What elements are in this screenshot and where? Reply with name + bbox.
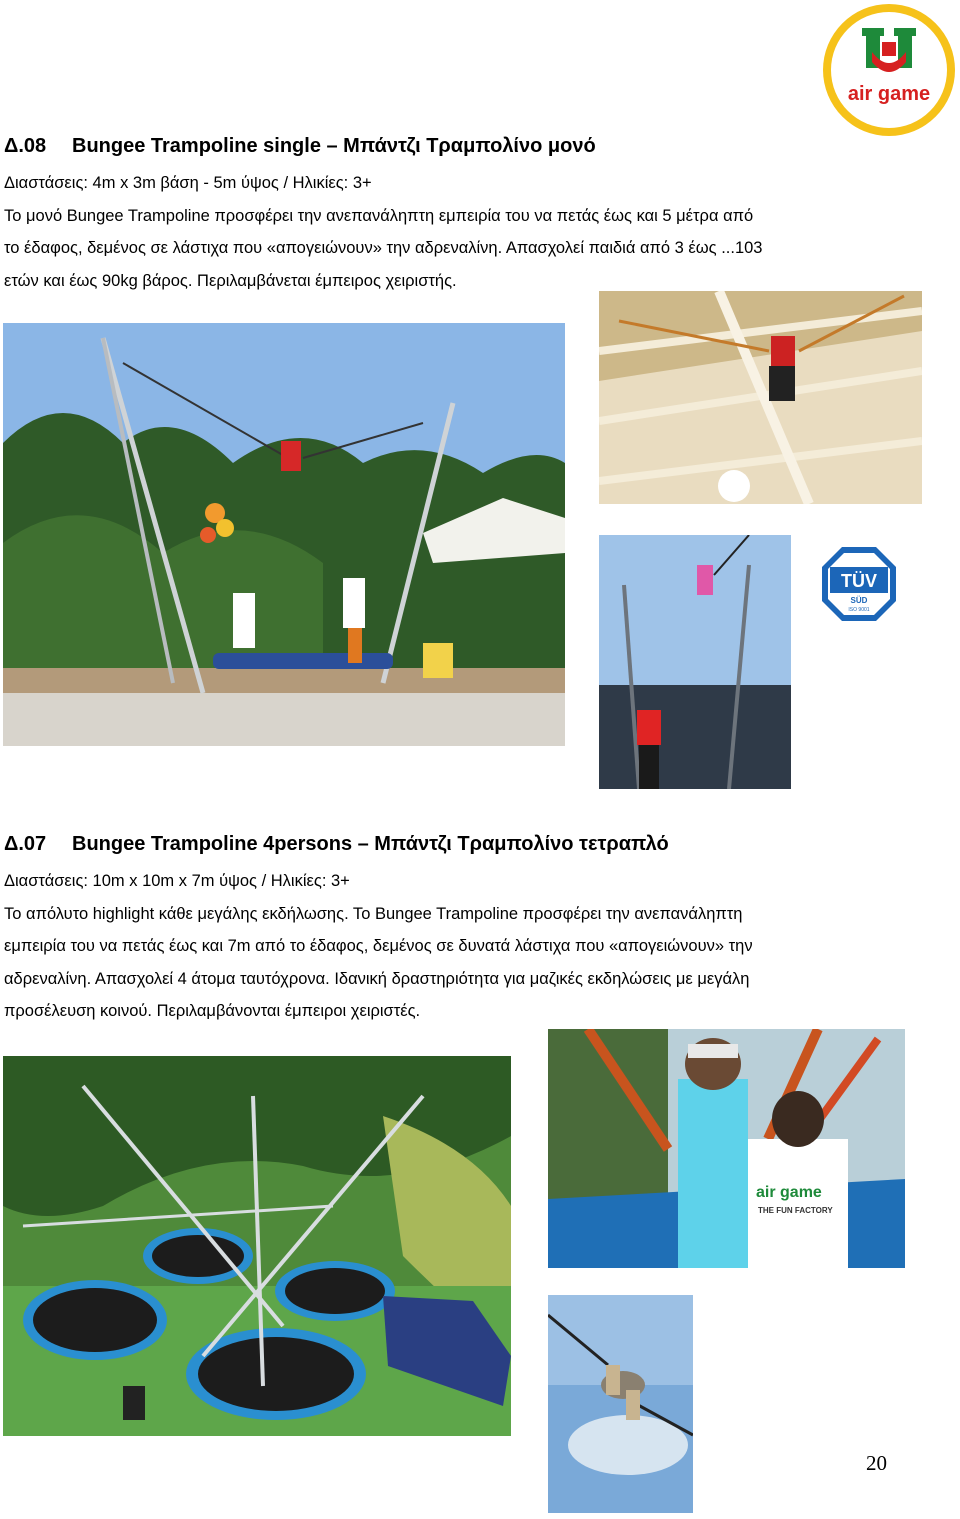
photo-indoor-bungee [599,291,922,504]
photo-child-jumping [599,535,791,789]
section-2-code: Δ.07 [4,833,47,855]
section-1-description-line-1: Το μονό Bungee Trampoline προσφέρει την ανεπανάληπτη εμπειρία του να πετάς έως και 5 μέτρα από [4,207,754,225]
air-game-logo [820,2,958,138]
section-2-description-line-3: αδρεναλίνη. Απασχολεί 4 άτομα ταυτόχρονα. Ιδανική δραστηριότητα για μαζικές εκδηλώσεις με μεγάλη [4,970,750,988]
section-2-description-line-1: Το απόλυτο highlight κάθε μεγάλης εκδήλωσης. Το Bungee Trampoline προσφέρει την ανεπανάληπτη [4,905,743,923]
photo-single-bungee-outdoor [3,323,565,746]
section-1-code: Δ.08 [4,135,47,157]
tuv-badge-sub-text: SÜD [850,596,868,605]
section-1-dimensions: Διαστάσεις: 4m x 3m βάση - 5m ύψος / Ηλικίες: 3+ [4,174,372,192]
logo-text: air game [847,83,931,105]
section-1-title: Bungee Trampoline single – Μπάντζι Τραμπολίνο μονό [72,135,596,157]
section-2-description-line-2: εμπειρία του να πετάς έως και 7m από το έδαφος, δεμένος σε δυνατά λάστιχα που «απογειώνουν» την [4,937,753,955]
section-2-dimensions: Διαστάσεις: 10m x 10m x 7m ύψος / Ηλικίες: 3+ [4,872,350,890]
section-1-description-line-2: το έδαφος, δεμένος σε λάστιχα που «απογειώνουν» την αδρεναλίνη. Απασχολεί παιδιά από 3 έως ...103 [4,239,763,257]
photo-four-person-bungee-aerial [3,1056,511,1436]
section-2-title: Bungee Trampoline 4persons – Μπάντζι Τραμπολίνο τετραπλό [72,833,669,855]
photo-flipping-jumper [548,1295,693,1513]
tuv-sud-badge [820,545,898,623]
section-1-description-line-3: ετών και έως 90kg βάρος. Περιλαμβάνεται έμπειρος χειριστής. [4,272,457,290]
section-1-heading [4,134,596,158]
shirt-tagline-text: THE FUN FACTORY [758,1206,833,1215]
section-2-description-line-4: προσέλευση κοινού. Περιλαμβάνονται έμπειροι χειριστές. [4,1002,421,1020]
photo-harness-instructor [548,1029,905,1268]
shirt-brand-text: air game [756,1184,822,1201]
section-2-heading [4,832,669,856]
tuv-badge-main-text: TÜV [841,571,877,591]
tuv-badge-cert-text: ISO 9001 [848,607,870,613]
page-number: 20 [866,1451,887,1475]
